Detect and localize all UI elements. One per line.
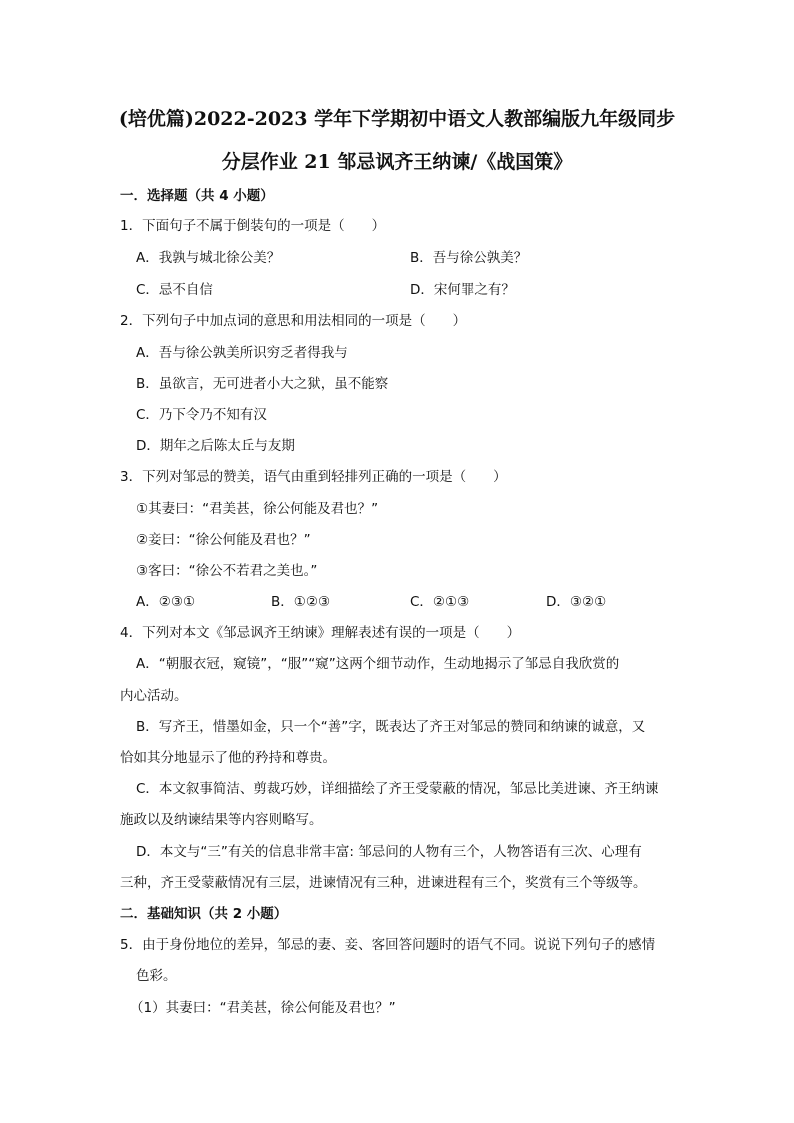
question-4-option-a-line2: 内心活动。 xyxy=(120,688,188,704)
question-3-stem: 3．下列对邹忌的赞美，语气由重到轻排列正确的一项是（ ） xyxy=(120,469,507,485)
question-1-option-b: B．吾与徐公孰美？ xyxy=(410,250,528,266)
question-2-stem: 2．下列句子中加点词的意思和用法相同的一项是（ ） xyxy=(120,313,467,329)
question-1-stem: 1．下面句子不属于倒装句的一项是（ ） xyxy=(120,218,386,234)
question-2-option-a: A．吾与徐公孰美所识穷乏者得我与 xyxy=(136,345,348,361)
doc-title-line1: (培优篇)2022-2023 学年下学期初中语文人教部编版九年级同步 xyxy=(118,108,676,130)
question-3-option-c: C．②①③ xyxy=(410,594,470,610)
question-3-sentence-3: ③客曰：“徐公不若君之美也。” xyxy=(136,563,318,579)
question-4-option-a-line1: A．“朝服衣冠，窥镜”，“服”“窥”这两个细节动作，生动地揭示了邹忌自我欣赏的 xyxy=(136,656,620,672)
question-3-option-d: D．③②① xyxy=(546,594,607,610)
question-2-option-b: B．虽欲言，无可进者小大之狱，虽不能察 xyxy=(136,376,389,392)
question-5-stem-line1: 5．由于身份地位的差异，邹忌的妻、妾、客回答问题时的语气不同。说说下列句子的感情 xyxy=(120,937,656,953)
question-4-option-c-line2: 施政以及纳谏结果等内容则略写。 xyxy=(120,812,323,828)
section-heading-choice: 一．选择题（共 4 小题） xyxy=(120,188,274,204)
question-3-sentence-2: ②妾曰：“徐公何能及君也？” xyxy=(136,532,311,548)
question-2-option-d: D．期年之后陈太丘与友期 xyxy=(136,438,295,454)
section-heading-basic: 二．基础知识（共 2 小题） xyxy=(120,906,288,922)
question-5-stem-line2: 色彩。 xyxy=(136,968,177,984)
question-1-option-d: D．宋何罪之有？ xyxy=(410,282,515,298)
question-5-sub-1: （1）其妻曰：“君美甚，徐公何能及君也？” xyxy=(130,1000,396,1016)
question-1-option-a: A．我孰与城北徐公美？ xyxy=(136,250,281,266)
question-4-option-b-line2: 恰如其分地显示了他的矜持和尊贵。 xyxy=(120,750,336,766)
question-4-option-b-line1: B．写齐王，惜墨如金，只一个“善”字，既表达了齐王对邹忌的赞同和纳谏的诚意，又 xyxy=(136,719,646,735)
question-4-stem: 4．下列对本文《邹忌讽齐王纳谏》理解表述有误的一项是（ ） xyxy=(120,625,521,641)
question-2-option-c: C．乃下令乃不知有汉 xyxy=(136,407,267,423)
question-3-option-b: B．①②③ xyxy=(271,594,331,610)
question-4-option-c-line1: C．本文叙事简洁、剪裁巧妙，详细描绘了齐王受蒙蔽的情况，邹忌比美进谏、齐王纳谏 xyxy=(136,781,659,797)
doc-title-line2: 分层作业 21 邹忌讽齐王纳谏/《战国策》 xyxy=(221,151,573,173)
question-1-option-c: C．忌不自信 xyxy=(136,282,213,298)
question-4-option-d-line1: D．本文与“三”有关的信息非常丰富: 邹忌问的人物有三个，人物答语有三次、心理有 xyxy=(136,844,642,860)
question-4-option-d-line2: 三种，齐王受蒙蔽情况有三层，进谏情况有三种，进谏进程有三个，奖赏有三个等级等。 xyxy=(120,875,647,891)
question-3-option-a: A．②③① xyxy=(136,594,196,610)
question-3-sentence-1: ①其妻曰：“君美甚，徐公何能及君也？” xyxy=(136,501,379,517)
